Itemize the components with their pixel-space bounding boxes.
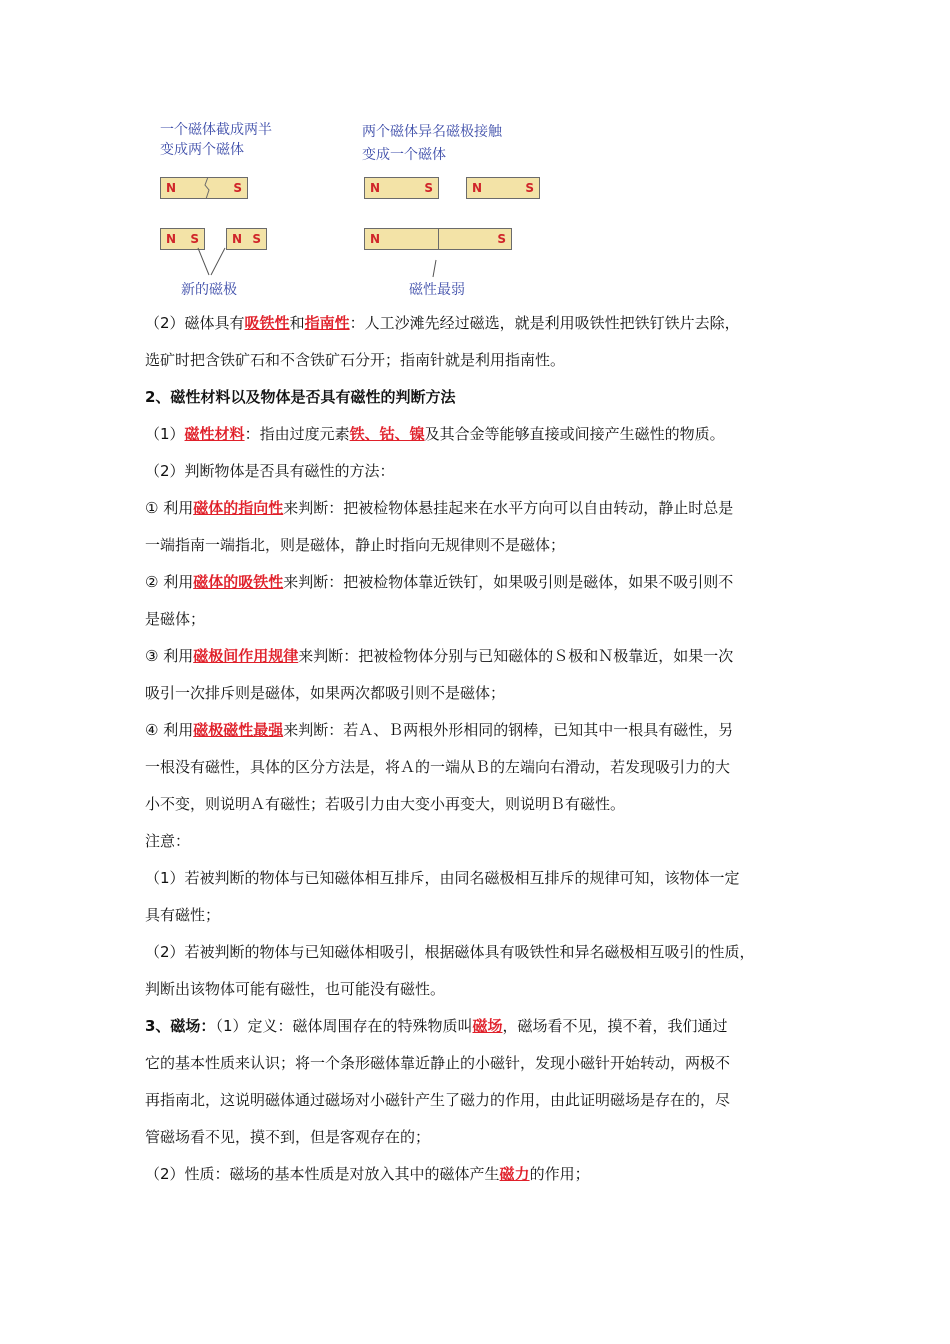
text-span: 和	[289, 314, 305, 332]
paragraph-line: 一端指南一端指北，则是磁体，静止时指向无规律则不是磁体；	[145, 536, 566, 554]
pole-n-label: N	[370, 181, 381, 195]
keyword: 吸铁性	[244, 314, 290, 332]
pole-s-label: S	[525, 181, 534, 195]
new-pole-pointer-lines	[190, 245, 250, 277]
paragraph-line	[145, 564, 815, 601]
paragraph-line: （2）若被判断的物体与已知磁体相吸引，根据磁体具有吸铁性和异名磁极相互吸引的性质，	[145, 943, 755, 961]
keyword: 磁性材料	[184, 425, 245, 443]
paragraph-line: （1）若被判断的物体与已知磁体相互排斥，由同名磁极相互排斥的规律可知，该物体一定	[145, 869, 740, 887]
combined-magnet	[364, 228, 512, 250]
crack-line-icon	[202, 177, 214, 199]
text-span: ① 利用	[145, 499, 194, 517]
paragraph-line	[145, 712, 815, 749]
magnet-b	[466, 177, 540, 199]
paragraph-line	[145, 305, 815, 342]
pole-n-label: N	[232, 232, 243, 246]
paragraph-line: 选矿时把含铁矿石和不含铁矿石分开；指南针就是利用指南性。	[145, 351, 566, 369]
magnet-a	[364, 177, 439, 199]
pole-n-label: N	[166, 232, 177, 246]
paragraph-line	[145, 1156, 815, 1193]
paragraph-line	[145, 638, 815, 675]
keyword: 磁力	[499, 1165, 530, 1183]
text-span: （2）性质：磁场的基本性质是对放入其中的磁体产生	[145, 1165, 500, 1183]
paragraph-line: 是磁体；	[145, 610, 206, 628]
paragraph-line	[145, 1008, 815, 1045]
paragraph-line: 具有磁性；	[145, 906, 221, 924]
text-span: 来判断：把被检物体悬挂起来在水平方向可以自由转动，静止时总是	[283, 499, 734, 517]
weakest-pointer-line	[430, 259, 440, 279]
pole-s-label: S	[424, 181, 433, 195]
text-span: 的作用；	[529, 1165, 590, 1183]
joint-divider	[438, 229, 439, 249]
text-span: ④ 利用	[145, 721, 194, 739]
keyword: 指南性	[304, 314, 350, 332]
text-span: ，磁场看不见，摸不着，我们通过	[502, 1017, 728, 1035]
pole-n-label: N	[370, 232, 381, 246]
keyword: 磁体的吸铁性	[193, 573, 284, 591]
paragraph-line: （2）判断物体是否具有磁性的方法：	[145, 462, 395, 480]
pole-s-label: S	[252, 232, 261, 246]
text-span: 来判断：若Ａ、Ｂ两根外形相同的钢棒，已知其中一根具有磁性，另	[283, 721, 734, 739]
paragraph-line: 再指南北，这说明磁体通过磁场对小磁针产生了磁力的作用，由此证明磁场是存在的，尽	[145, 1091, 731, 1109]
text-span: （1）定义：磁体周围存在的特殊物质叫	[215, 1017, 473, 1035]
keyword: 磁体的指向性	[193, 499, 284, 517]
keyword: 磁场	[472, 1017, 503, 1035]
pole-s-label: S	[190, 232, 199, 246]
text-span: ③ 利用	[145, 647, 194, 665]
pole-n-label: N	[472, 181, 483, 195]
pole-n-label: N	[166, 181, 177, 195]
magnet-figure	[150, 115, 570, 305]
keyword: 磁极磁性最强	[193, 721, 284, 739]
text-span: 及其合金等能够直接或间接产生磁性的物质。	[424, 425, 725, 443]
section-heading: 2、磁性材料以及物体是否具有磁性的判断方法	[145, 388, 456, 406]
pole-s-label: S	[233, 181, 242, 195]
text-span: （1）	[145, 425, 185, 443]
paragraph-line: 一根没有磁性，具体的区分方法是，将Ａ的一端从Ｂ的左端向右滑动，若发现吸引力的大	[145, 758, 731, 776]
paragraph-line	[145, 490, 815, 527]
left-caption-line-1: 一个磁体截成两半	[160, 122, 272, 138]
keyword: 铁、钴、镍	[349, 425, 425, 443]
text-span: ：人工沙滩先经过磁选，就是利用吸铁性把铁钉铁片去除，	[349, 314, 740, 332]
paragraph-line: 判断出该物体可能有磁性，也可能没有磁性。	[145, 980, 446, 998]
new-pole-label: 新的磁极	[181, 282, 237, 298]
text-span: ：指由过度元素	[244, 425, 350, 443]
section-heading: 3、磁场：	[145, 1017, 216, 1035]
paragraph-line: 管磁场看不见，摸不到，但是客观存在的；	[145, 1128, 431, 1146]
text-span: ② 利用	[145, 573, 194, 591]
paragraph-line: 它的基本性质来认识；将一个条形磁体靠近静止的小磁针，发现小磁针开始转动，两极不	[145, 1054, 731, 1072]
paragraph-line	[145, 416, 815, 453]
pole-s-label: S	[497, 232, 506, 246]
right-caption-line-2: 变成一个磁体	[362, 147, 446, 163]
body-text	[145, 305, 815, 1193]
note-heading: 注意：	[145, 832, 191, 850]
weakest-label: 磁性最弱	[409, 282, 465, 298]
text-span: 来判断：把被检物体靠近铁钉，如果吸引则是磁体，如果不吸引则不	[283, 573, 734, 591]
text-span: （2）磁体具有	[145, 314, 245, 332]
text-span: 来判断：把被检物体分别与已知磁体的Ｓ极和Ｎ极靠近，如果一次	[298, 647, 734, 665]
paragraph-line: 小不变，则说明Ａ有磁性；若吸引力由大变小再变大，则说明Ｂ有磁性。	[145, 795, 626, 813]
keyword: 磁极间作用规律	[193, 647, 299, 665]
paragraph-line: 吸引一次排斥则是磁体，如果两次都吸引则不是磁体；	[145, 684, 506, 702]
left-caption-line-2: 变成两个磁体	[160, 142, 244, 158]
right-caption-line-1: 两个磁体异名磁极接触	[362, 124, 502, 140]
